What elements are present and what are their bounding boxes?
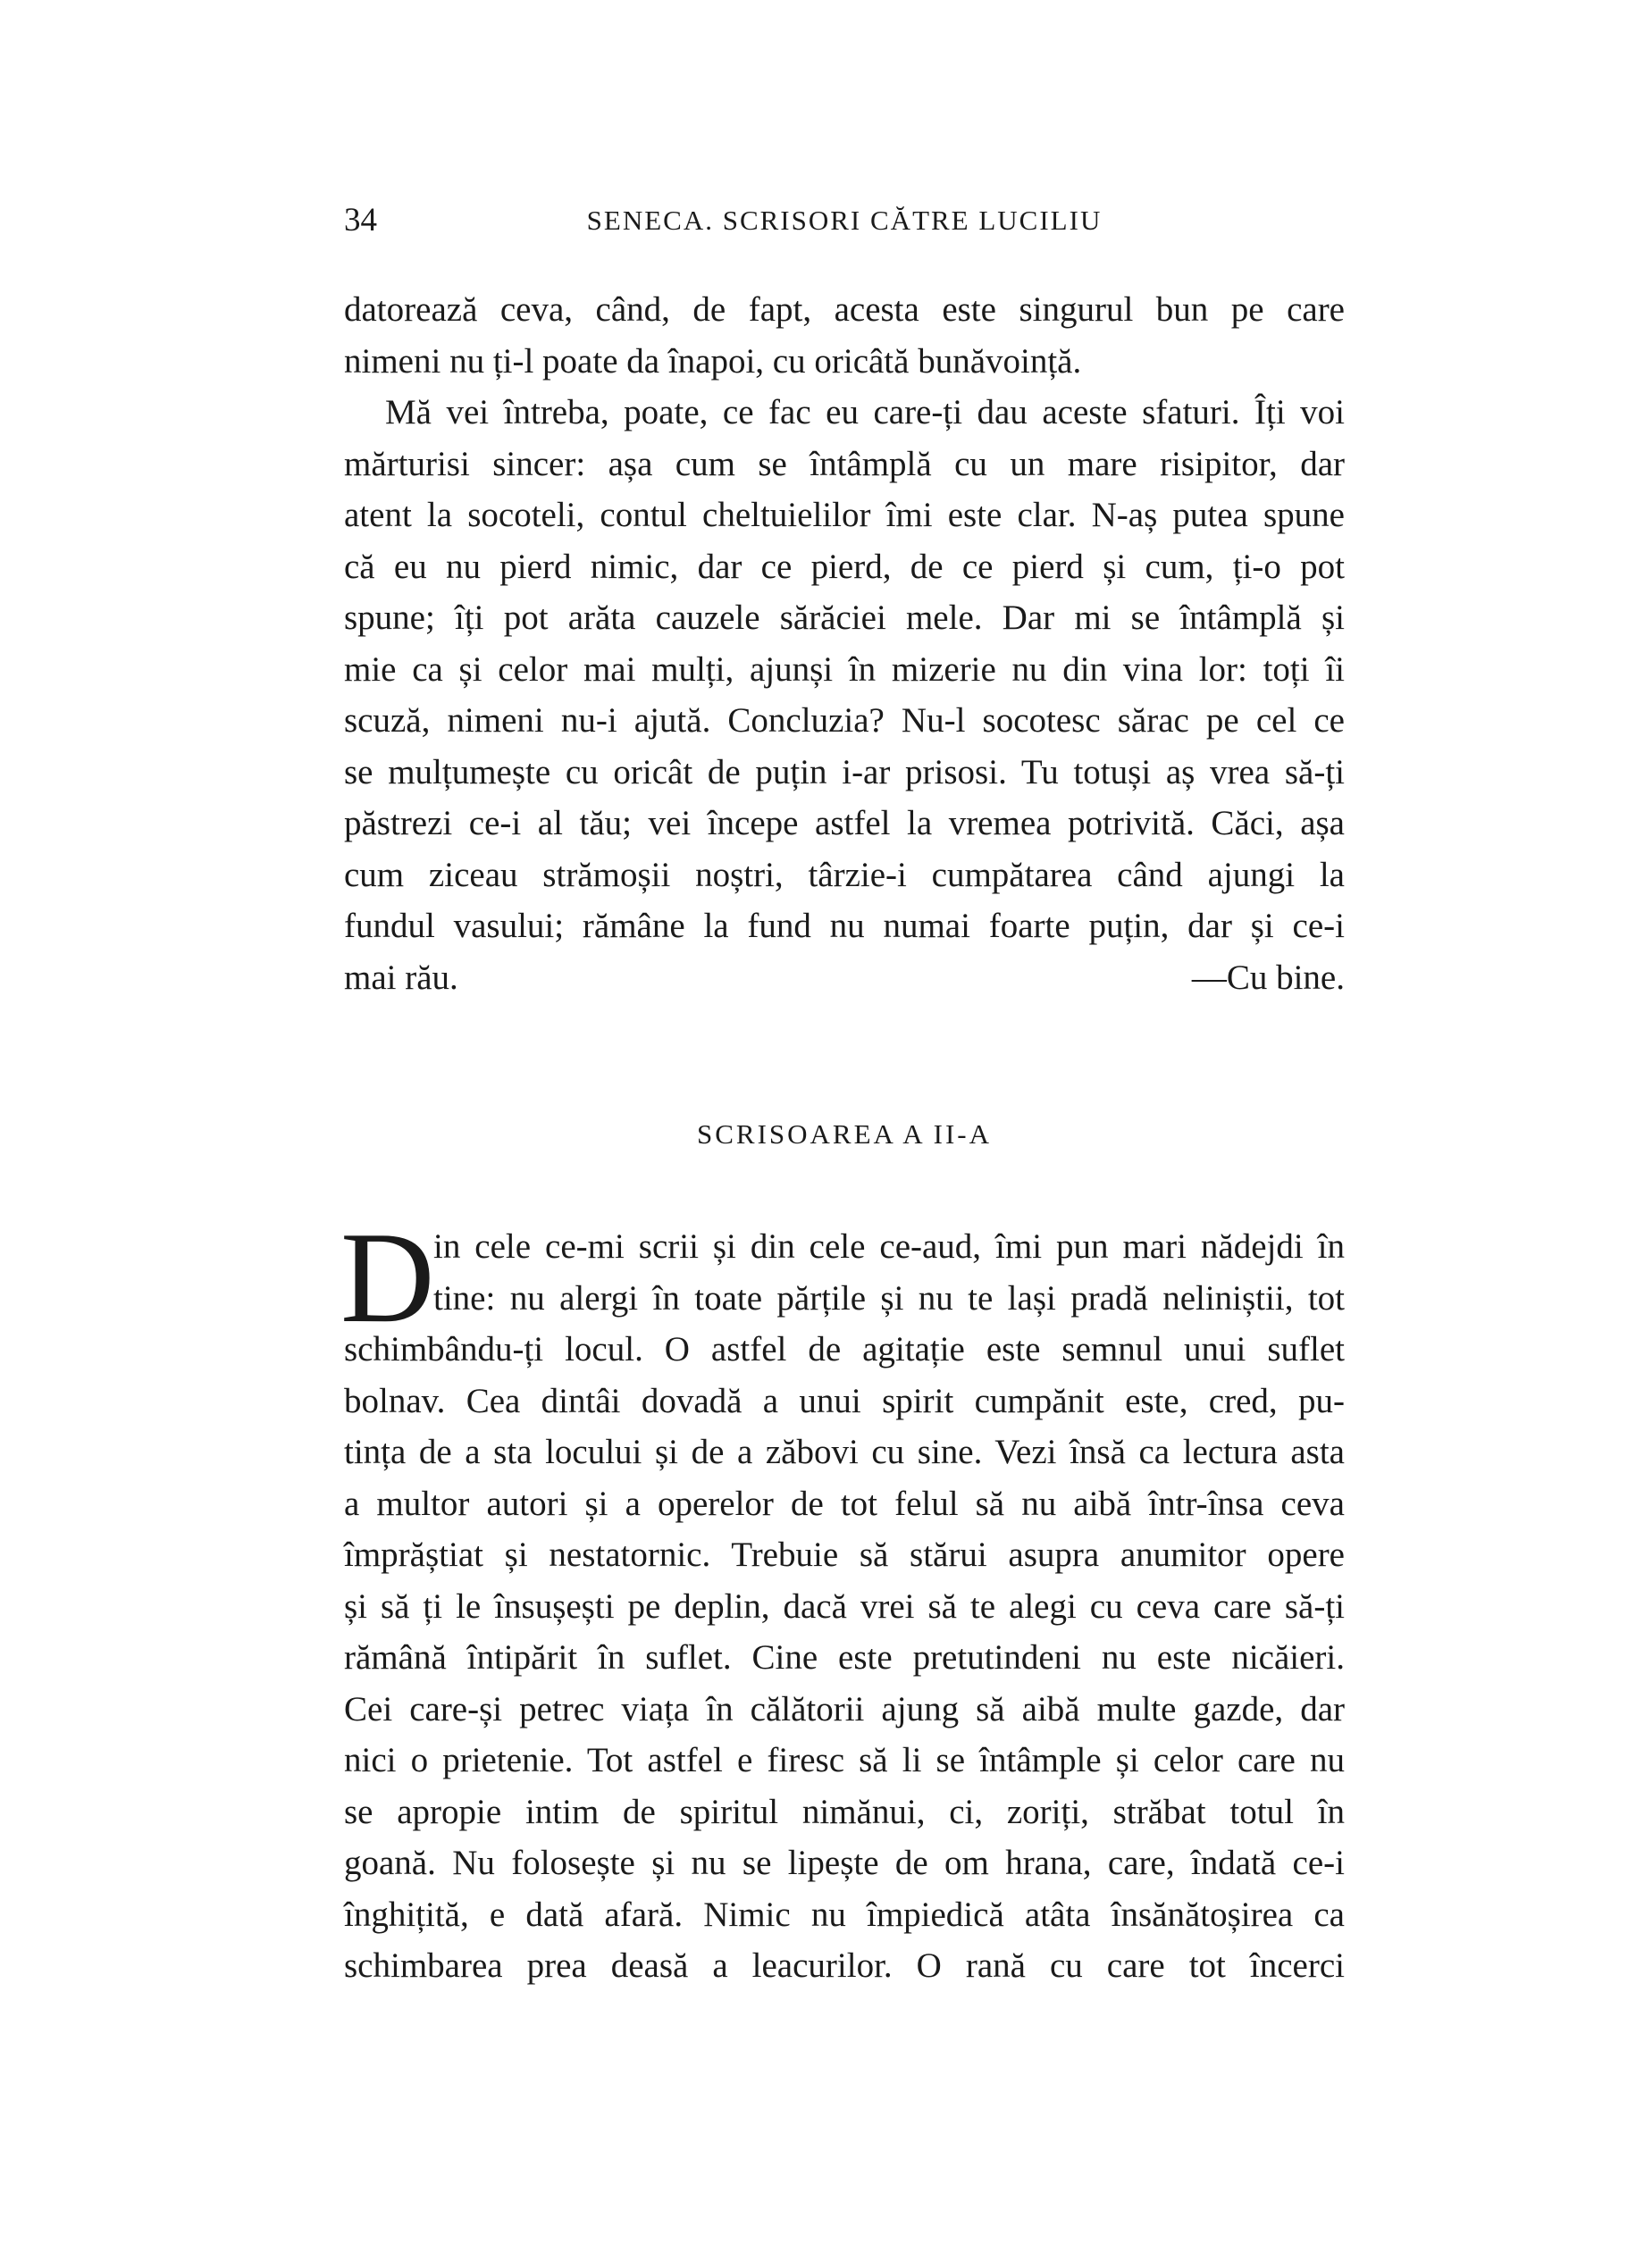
text-line: schimbarea prea deasă a leacurilor. O rană cu care tot încerci — [344, 1946, 1345, 1985]
text-line: schimbându-ți locul. O astfel de agitație este semnul unui suflet — [344, 1330, 1345, 1368]
running-head — [344, 198, 1345, 243]
text-line: atent la socoteli, contul cheltuielilor îmi este clar. N-aș putea spune — [344, 496, 1345, 534]
text-line: se mulțumește cu oricât de puțin i-ar prisosi. Tu totuși aș vrea să-ți — [344, 752, 1345, 791]
text-line: scuză, nimeni nu-i ajută. Concluzia? Nu-l socotesc sărac pe cel ce — [344, 701, 1345, 740]
text-line: Cei care-și petrec viața în călătorii ajung să aibă multe gazde, dar — [344, 1689, 1345, 1728]
text-line: datorează ceva, când, de fapt, acesta este singurul bun pe care — [344, 290, 1345, 329]
text-line: in cele ce-mi scrii și din cele ce-aud, îmi pun mari nădejdi în — [433, 1227, 1345, 1266]
sign-off: —Cu bine. — [1191, 958, 1345, 997]
text-line: a multor autori și a operelor de tot felul să nu aibă într-însa ceva — [344, 1484, 1345, 1523]
text-line: se apropie intim de spiritul nimănui, ci, zoriți, străbat totul în — [344, 1792, 1345, 1831]
running-title: SENECA. SCRISORI CĂTRE LUCILIU — [586, 205, 1103, 236]
text-line: mărturisi sincer: așa cum se întâmplă cu un mare risipitor, dar — [344, 444, 1345, 483]
text-line: Mă vei întreba, poate, ce fac eu care-ți dau aceste sfaturi. Îți voi — [385, 393, 1345, 431]
text-line: împrăștiat și nestatornic. Trebuie să stărui asupra anumitor opere — [344, 1536, 1345, 1574]
text-line: că eu nu pierd nimic, dar ce pierd, de ce pierd și cum, ți-o pot — [344, 547, 1345, 586]
letter-body — [340, 1205, 1345, 1992]
text-line: goană. Nu folosește și nu se lipește de om hrana, care, îndată ce-i — [344, 1844, 1345, 1882]
text-line: spune; îți pot arăta cauzele sărăciei mele. Dar mi se întâmplă și — [344, 598, 1345, 637]
text-line: tine: nu alergi în toate părțile și nu te lași pradă neliniștii, tot — [433, 1278, 1345, 1318]
text-line: rămână întipărit în suflet. Cine este pretutindeni nu este nicăieri. — [344, 1638, 1345, 1677]
page-number: 34 — [344, 202, 377, 239]
letter-heading: SCRISOAREA A II-A — [696, 1118, 993, 1150]
text-line: păstrezi ce-i al tău; vei începe astfel la vremea potrivită. Căci, așa — [344, 804, 1345, 842]
text-line: înghițită, e dată afară. Nimic nu împiedică atâta însănătoșirea ca — [344, 1895, 1345, 1934]
previous-letter-ending — [344, 284, 1345, 1003]
text-line: tința de a sta locului și de a zăbovi cu sine. Vezi însă ca lectura asta — [344, 1433, 1345, 1471]
closing-line — [344, 952, 1345, 1004]
text-line: mie ca și celor mai mulți, ajunși în mizerie nu din vina lor: toți îi — [344, 649, 1345, 689]
text-line: nici o prietenie. Tot astfel e firesc să li se întâmple și celor care nu — [344, 1741, 1345, 1779]
text-line: și să ți le însușești pe deplin, dacă vrei să te alegi cu ceva care să-ți — [344, 1586, 1345, 1626]
paragraph — [344, 387, 1345, 1003]
drop-cap: D — [340, 1205, 435, 1350]
paragraph — [344, 284, 1345, 387]
text-line: nimeni nu ți-l poate da înapoi, cu oricâtă bunăvoință. — [344, 341, 1082, 381]
text-line: cum ziceau strămoșii noștri, târzie-i cumpătarea când ajungi la — [344, 855, 1345, 894]
text-line: mai rău. — [344, 958, 458, 997]
text-line: fundul vasului; rămâne la fund nu numai foarte puțin, dar și ce-i — [344, 907, 1345, 945]
text-line: bolnav. Cea dintâi dovadă a unui spirit cumpănit este, cred, pu- — [344, 1381, 1345, 1420]
